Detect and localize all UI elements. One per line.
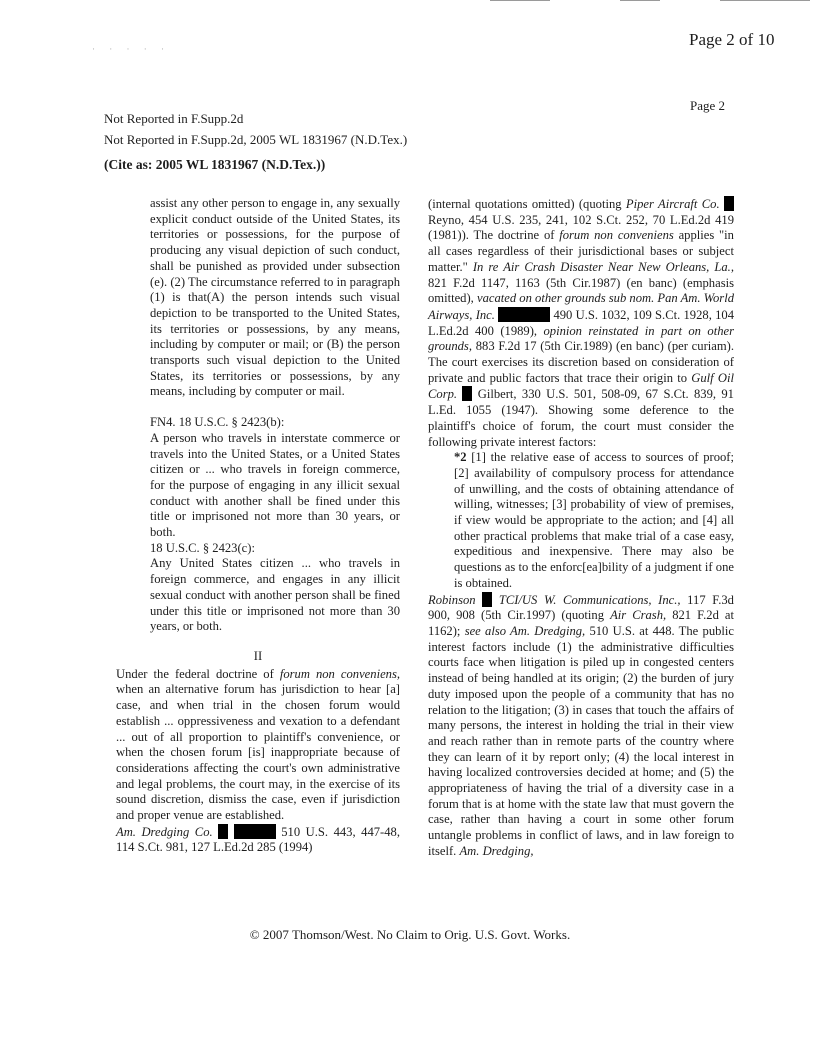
redaction xyxy=(724,196,734,211)
page-of-count: Page 2 of 10 xyxy=(689,30,775,49)
robinson-paragraph: Robinson TCI/US W. Communications, Inc., 117 F.3d 900, 908 (5th Cir.1997) (quoting Air Crash, 821 F.2d at 1162); see also Am. Dredging, 510 U.S. at 448. The public interest factors include (1) the administrative difficulties courts face when litigation is piled up in congested centers instead of being handled at its origin; (2) the burden of jury duty imposed upon the people of a community that has no relation to the litigation; (3) in cases that touch the affairs of many persons, the interest in holding the trial in their view and reach rather than in remote parts of the country where they can learn of it by report only; (4) the local interest in having localized controversies decided at home; and (5) the appropriateness of having the trial of a diversity case in a forum that is at home with the state law that must govern the case, rather than having a court in some other forum untangle problems in conflict of laws, and in law foreign to itself. Am. Dredging, xyxy=(428,592,735,858)
redaction xyxy=(234,824,276,839)
header-cite-as: (Cite as: 2005 WL 1831967 (N.D.Tex.)) xyxy=(104,157,326,172)
page-number: Page 2 xyxy=(690,98,726,113)
footnote-4c-title: 18 U.S.C. § 2423(c): xyxy=(150,540,255,555)
redaction xyxy=(508,307,550,322)
footnote-4c-text: Any United States citizen ... who travels in foreign commerce, and engages in any illicit sexual conduct with another person shall be fined under this title or imprisoned not more than 30 years, or both. xyxy=(150,556,400,634)
right-column xyxy=(428,196,734,860)
redaction xyxy=(218,824,228,839)
left-column xyxy=(116,196,400,856)
forum-paragraph: (internal quotations omitted) (quoting Piper Aircraft Co. Reyno, 454 U.S. 235, 241, 102 S.Ct. 252, 70 L.Ed.2d 419 (1981)). The doctrine of forum non conveniens applies "in all cases regardless of their jurisdictional bases or subject matter." In re Air Crash Disaster Near New Orleans, La., 821 F.2d 1147, 1163 (5th Cir.1987) (en banc) (emphasis omitted), vacated on other grounds sub nom. Pan Am. World Airways, Inc. 490 U.S. 1032, 109 S.Ct. 1928, 104 L.Ed.2d 400 (1989), opinion reinstated in part on other grounds, 883 F.2d 17 (5th Cir.1989) (en banc) (per curiam). The court exercises its discretion based on consideration of private and public factors that trace their origin to Gulf Oil Corp. Gilbert, 330 U.S. 501, 508-09, 67 S.Ct. 839, 91 L.Ed. 1055 (1947). Showing some deference to the plaintiff's choice of forum, the court must consider the following private interest factors: xyxy=(428,197,735,449)
header-citation: Not Reported in F.Supp.2d, 2005 WL 1831967 (N.D.Tex.) xyxy=(104,132,408,147)
private-factors-quote: *2 [1] the relative ease of access to sources of proof; [2] availability of compulsory process for attendance of unwilling, and the costs of obtaining attendance of willing, witnesses; [3] probability of view of premises, if view would be appropriate to the action; and [4] all other practical problems that make trial of a case easy, expeditious and inexpensive. There may also be questions as to the enforc[ea]bility of a judgment if one is obtained. xyxy=(454,450,734,590)
scan-artifact xyxy=(490,0,820,3)
statute-text: assist any other person to engage in, any sexually explicit conduct outside of the United States, its territories or possessions, for the purpose of producing any visual depiction of such conduct, shall be punished as provided under subsection (e). (2) The circumstance referred to in paragraph (1) is that(A) the person intends such visual depiction to be transported to the United States, its territories or possessions, by any means, including by computer or mail; or (B) the person transports such visual depiction to the United States, its territories or possessions, by any means, including by computer or mail. xyxy=(150,196,400,399)
footnote-4-text: A person who travels in interstate commerce or travels into the United States, or a United States citizen or ... who travels in foreign commerce, for the purpose of engaging in any illicit sexual conduct with another shall be fined under this title or imprisoned not more than 30 years, or both. xyxy=(150,430,400,540)
header-reporter: Not Reported in F.Supp.2d xyxy=(104,111,244,126)
scan-speckle: · · · · · xyxy=(92,44,170,54)
redaction xyxy=(498,307,508,322)
section-heading: II xyxy=(253,648,263,663)
star-page: *2 xyxy=(454,450,467,465)
dredging-citation: Am. Dredging Co. 510 U.S. 443, 447-48, 114 S.Ct. 981, 127 L.Ed.2d 285 (1994) xyxy=(116,824,400,855)
doctrine-paragraph: Under the federal doctrine of forum non conveniens, when an alternative forum has jurisdiction to hear [a] case, and when trial in the chosen forum would establish ... oppressiveness and vexation to a defendant ... out of all proportion to plaintiff's convenience, or when the chosen forum [is] inappropriate because of considerations affecting the court's own administrative and legal problems, the court may, in the exercise of its sound discretion, dismiss the case, even if jurisdiction and proper venue are established. xyxy=(116,666,401,823)
copyright-footer: © 2007 Thomson/West. No Claim to Orig. U.S. Govt. Works. xyxy=(249,927,571,942)
redaction xyxy=(462,386,472,401)
redaction xyxy=(482,592,492,607)
footnote-4-title: FN4. 18 U.S.C. § 2423(b): xyxy=(150,415,285,430)
